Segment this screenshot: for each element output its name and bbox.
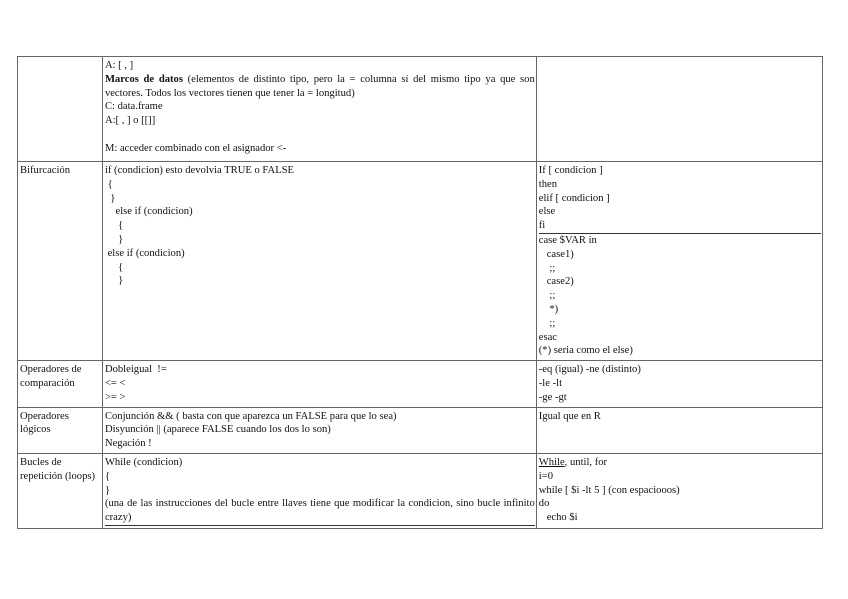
table-row-marcos <box>18 57 823 162</box>
code-line: (*) seria como el else) <box>538 345 633 357</box>
code-line: ;; <box>538 290 556 302</box>
code-line: case1) <box>538 248 574 260</box>
code-line: else if (condicion) <box>104 247 185 259</box>
code-line: case2) <box>538 276 574 288</box>
code-line: else <box>538 206 556 218</box>
loop-note: (una de las instrucciones del bucle entre llaves tiene que modificar la condicion, sino bucle infinito crazy) <box>105 497 535 526</box>
row-label-empty <box>18 57 103 162</box>
text-line: Negación ! <box>104 438 152 450</box>
r-column-cell <box>102 407 536 453</box>
code-line: fi <box>539 219 821 234</box>
text-line: M: acceder combinado con el asignador <- <box>104 142 287 154</box>
code-line: } <box>104 275 124 287</box>
code-line: { <box>104 178 113 190</box>
text-line: >= > <box>104 391 126 403</box>
row-label: Operadores de comparación <box>18 361 103 407</box>
bash-column-cell <box>536 57 822 162</box>
text-line: A:[ , ] o [[]] <box>104 115 156 127</box>
code-line: elif [ condicion ] <box>538 192 610 204</box>
text-line: A: [ , ] <box>104 60 134 71</box>
code-line: } <box>104 233 124 245</box>
r-column-cell <box>102 57 536 162</box>
bash-column-cell <box>536 453 822 528</box>
text-line <box>539 456 821 470</box>
text-line: C: data.frame <box>104 101 163 113</box>
row-label: Bifurcación <box>18 162 103 361</box>
code-line: ;; <box>538 317 556 329</box>
code-line: ;; <box>538 262 556 274</box>
r-column-cell <box>102 162 536 361</box>
text-line: Dobleigual != <box>104 364 167 376</box>
table-row-logicos <box>18 407 823 453</box>
text-line: -le -lt <box>538 377 563 389</box>
text-line <box>105 128 535 142</box>
code-line: If [ condicion ] <box>538 165 603 176</box>
bash-column-cell <box>536 361 822 407</box>
dataframe-description: (elementos de distinto tipo, pero la = columna sí del mismo tipo ya que son vectores. Todos los vectores tienen que tener la = longitud) <box>104 73 535 99</box>
code-line: i=0 <box>538 470 553 482</box>
code-line: then <box>538 178 558 190</box>
code-line: case $VAR in <box>538 234 597 246</box>
table-row-bifurcacion <box>18 162 823 361</box>
loop-keywords: , until, for <box>564 456 608 468</box>
code-line: } <box>104 192 116 204</box>
code-line: if (condicion) esto devolvia TRUE o FALSE <box>104 165 295 176</box>
row-label: Operadores lógicos <box>18 407 103 453</box>
table-row-comparacion <box>18 361 823 407</box>
dataframe-paragraph <box>105 73 535 101</box>
code-line: else if (condicion) <box>104 206 193 218</box>
text-line: <= < <box>104 377 126 389</box>
text-line: Disyunción || (aparece FALSE cuando los dos lo son) <box>104 424 331 436</box>
bash-column-cell <box>536 162 822 361</box>
code-line: { <box>104 220 124 232</box>
while-keyword: While <box>538 456 565 468</box>
code-line: echo $i <box>538 512 578 524</box>
comparison-table <box>17 56 823 529</box>
text-line: Conjunción && ( basta con que aparezca un FALSE para que lo sea) <box>104 410 397 422</box>
code-line: while [ $i -lt 5 ] (con espaciooos) <box>538 484 680 496</box>
text-line: Igual que en R <box>538 410 601 422</box>
r-column-cell <box>102 453 536 528</box>
code-line: While (condicion) <box>104 456 183 468</box>
code-line: { <box>104 261 124 273</box>
row-label: Bucles de repetición (loops) <box>18 453 103 528</box>
text-line: -eq (igual) -ne (distinto) <box>538 364 641 376</box>
code-line: } <box>104 484 111 496</box>
table-row-bucles <box>18 453 823 528</box>
bold-term: Marcos de datos <box>104 73 183 85</box>
bash-column-cell <box>536 407 822 453</box>
code-line: *) <box>538 303 559 315</box>
code-line: do <box>538 498 550 510</box>
r-column-cell <box>102 361 536 407</box>
code-line: { <box>104 470 111 482</box>
text-line: -ge -gt <box>538 391 567 403</box>
code-line: esac <box>538 331 558 343</box>
